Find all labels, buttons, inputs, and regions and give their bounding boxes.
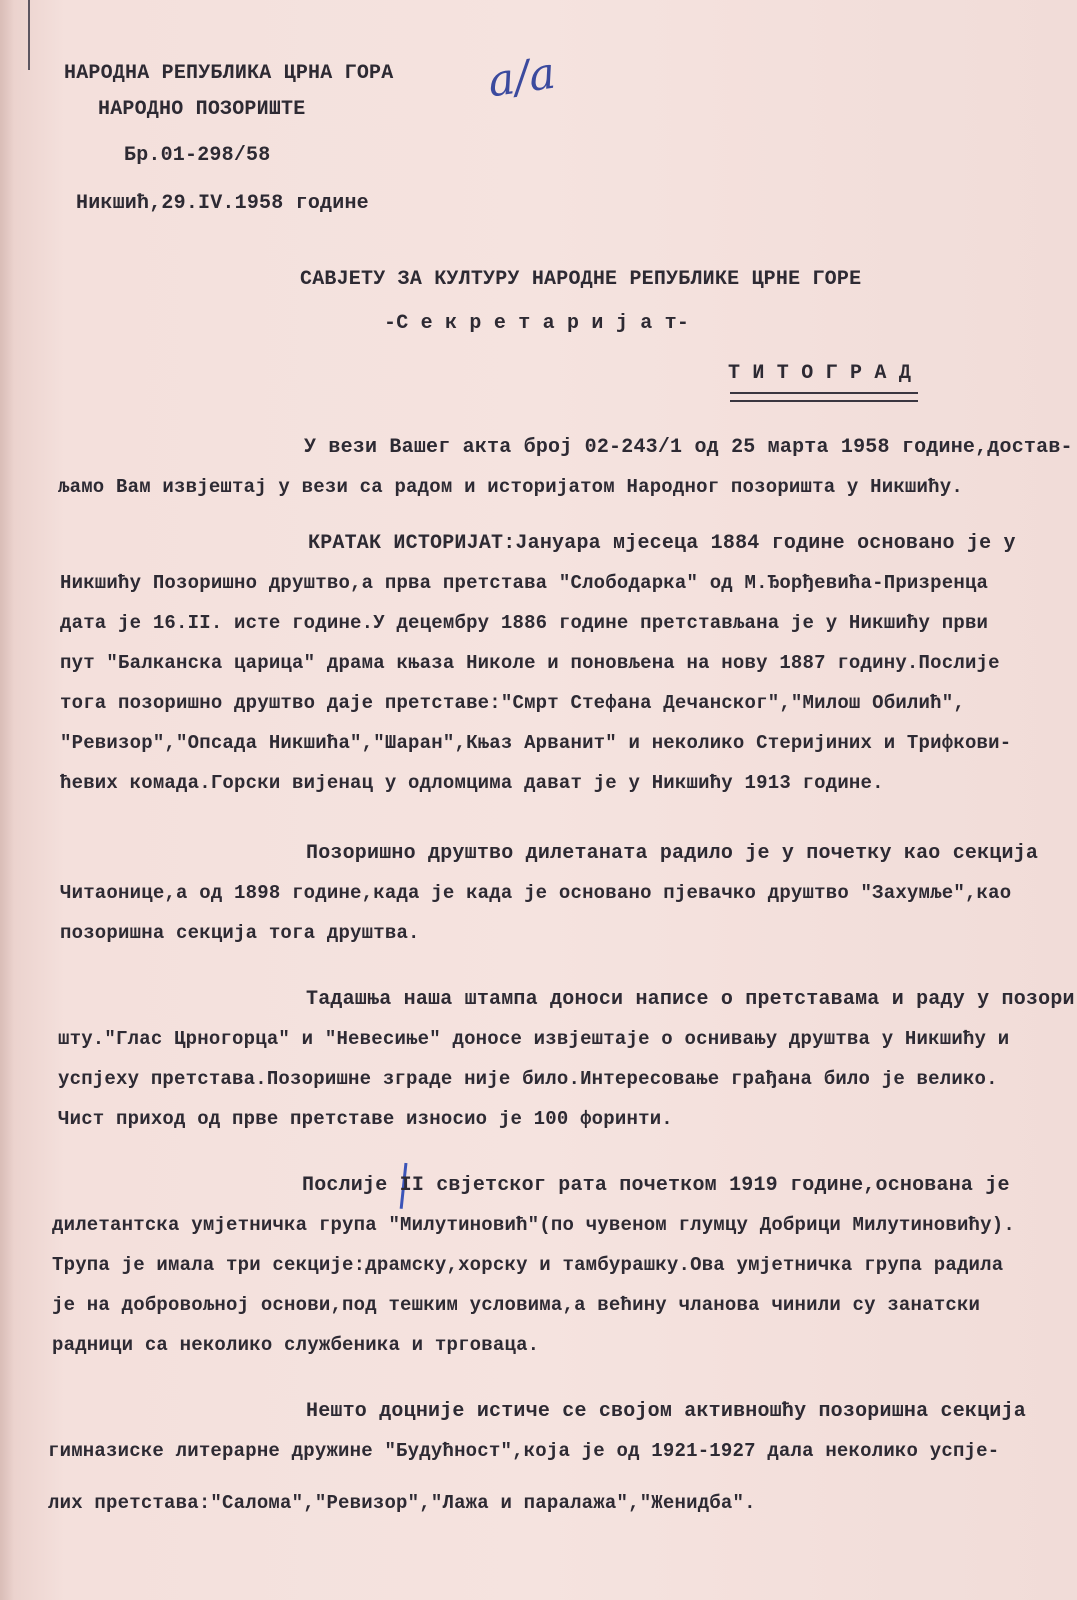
org-line1: НАРОДНА РЕПУБЛИКА ЦРНА ГОРА	[64, 62, 394, 85]
body-line-17: Послије II свјетског рата почетком 1919 године,основана је	[302, 1174, 1010, 1197]
recipient-city: Т И Т О Г Р А Д	[728, 362, 912, 385]
body-line-23: гимназиске литерарне дружине "Будућност",која је од 1921-1927 дала неколико успје-	[48, 1440, 1000, 1462]
document-date: Никшић,29.IV.1958 године	[76, 192, 369, 215]
body-line-22: Нешто доцније истиче се својом активношћу позоришна секција	[306, 1400, 1026, 1423]
body-line-24: лих претстава:"Салома","Ревизор","Лажа и паралажа","Женидба".	[48, 1492, 756, 1514]
body-line-16: Чист приход од прве претставе износио је 100 форинти.	[58, 1108, 673, 1130]
body-line-3: КРАТАК ИСТОРИЈАТ:Јануара мјесеца 1884 године основано је у	[308, 532, 1016, 555]
body-line-4: Никшићу Позоришно друштво,а прва претстава "Слободарка" од М.Ђорђевића-Призренца	[60, 572, 989, 594]
city-double-underline	[730, 392, 918, 402]
page-edge-shadow	[0, 0, 14, 1600]
body-line-8: "Ревизор","Опсада Никшића","Шаран",Књаз Арванит" и неколико Стеријиних и Трифкови-	[60, 732, 1012, 754]
body-line-20: је на добровољној основи,под тешким условима,а већину чланова чинили су занатски	[52, 1294, 981, 1316]
org-line2: НАРОДНО ПОЗОРИШТЕ	[98, 98, 306, 121]
body-line-12: позоришна секција тога друштва.	[60, 922, 420, 944]
body-line-11: Читаонице,а од 1898 године,када је када је основано пјевачко друштво "Захумље",као	[60, 882, 1012, 904]
body-line-7: тога позоришно друштво даје претставе:"Смрт Стефана Дечанског","Милош Обилић",	[60, 692, 965, 714]
body-line-9: ћевих комада.Горски вијенац у одломцима дават је у Никшићу 1913 године.	[60, 772, 884, 794]
body-line-5: дата је 16.II. исте године.У децембру 1886 године претстављана је у Никшићу први	[60, 612, 989, 634]
body-line-19: Трупа је имала три секције:драмску,хорску и тамбурашку.Ова умјетничка група радила	[52, 1254, 1004, 1276]
body-line-10: Позоришно друштво дилетаната радило је у почетку као секција	[306, 842, 1039, 865]
recipient-line1: САВЈЕТУ ЗА КУЛТУРУ НАРОДНЕ РЕПУБЛИКЕ ЦРНЕ ГОРЕ	[300, 268, 862, 291]
handwritten-annotation: а/а	[484, 47, 559, 108]
body-line-18: дилетантска умјетничка група "Милутиновић"(по чувеном глумцу Добрици Милутиновићу).	[52, 1214, 1015, 1236]
body-line-21: радници са неколико службеника и трговаца.	[52, 1334, 540, 1356]
recipient-line2: -С е к р е т а р и ј а т-	[384, 312, 690, 335]
body-line-13: Тадашња наша штампа доноси написе о претставама и раду у позори	[306, 988, 1075, 1011]
body-line-1: У вези Вашег акта број 02-243/1 од 25 марта 1958 године,достав-	[304, 436, 1073, 459]
document-number: Бр.01-298/58	[124, 144, 271, 167]
body-line-2: љамо Вам извјештај у вези са радом и историјатом Народног позоришта у Никшићу.	[58, 476, 963, 498]
body-line-15: успјеху претстава.Позоришне зграде није било.Интересовање грађана било је велико.	[58, 1068, 998, 1090]
body-line-14: шту."Глас Црногорца" и "Невесиње" доносе извјештаје о оснивању друштва у Никшићу и	[58, 1028, 1010, 1050]
body-line-6: пут "Балканска царица" драма књаза Николе и поновљена на нову 1887 годину.Послије	[60, 652, 1000, 674]
margin-mark	[28, 0, 30, 70]
